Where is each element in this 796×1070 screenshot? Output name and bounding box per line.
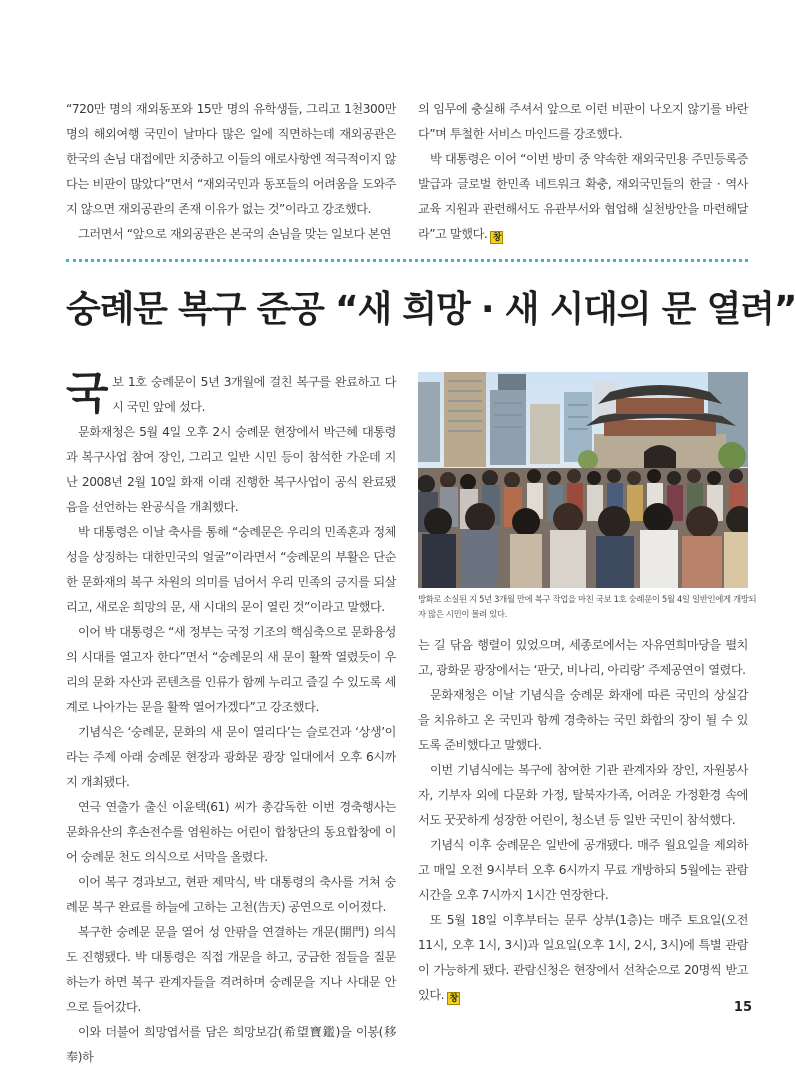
paragraph: 이어 박 대통령은 “새 정부는 국정 기조의 핵심축으로 문화융성의 시대를 열고자 한다”면서 “숭례문의 새 문이 활짝 열렸듯이 우리의 문화 자산과 콘텐츠를 인류가 함께 누리고 즐길 수 있도록 세계로 나아가는 문을 활짝 열어가겠다”고 강조했다. xyxy=(66,625,396,714)
article-end-mark-icon: 창 xyxy=(490,231,503,244)
article-left-column xyxy=(66,370,396,1070)
paragraph: “720만 명의 재외동포와 15만 명의 유학생들, 그리고 1천300만 명의 해외여행 국민이 날마다 많은 일에 직면하는데 재외공관은 한국의 손님 대접에만 치중하고 이들의 애로사항엔 적극적이지 않다는 비판이 많았다”면서 “재외국민과 동포들의 어려움을 도와주지 않으면 재외공관의 존재 이유가 없는 것”이라고 강조했다. xyxy=(66,102,396,216)
article-headline: 숭례문 복구 준공 “새 희망 · 새 시대의 문 열려” xyxy=(66,289,796,330)
paragraph: 이번 기념식에는 복구에 참여한 기관 관계자와 장인, 자원봉사자, 기부자 외에 다문화 가정, 탈북자가족, 어려운 가정환경 속에서도 꿋꿋하게 성장한 어린이, 청소년 등 일반 국민이 참석했다. xyxy=(418,763,748,827)
paragraph: 의 임무에 충실해 주셔서 앞으로 이런 비판이 나오지 않기를 바란다”며 투철한 서비스 마인드를 강조했다. xyxy=(418,102,748,141)
paragraph-text: 박 대통령은 이어 “이번 방미 중 약속한 재외국민용 주민등록증 발급과 글로벌 한민족 네트워크 확충, 재외국민들의 한글 · 역사 교육 지원과 관련해서도 유관부서와 협업해 실천방안을 마련해달라”고 말했다. xyxy=(418,152,748,241)
paragraph: 기념식은 ‘숭례문, 문화의 새 문이 열리다’는 슬로건과 ‘상생’이라는 주제 아래 숭례문 현장과 광화문 광장 일대에서 오후 6시까지 개최됐다. xyxy=(66,725,396,789)
lead-paragraph xyxy=(66,370,396,420)
paragraph: 문화재청은 이날 기념식을 숭례문 화재에 따른 국민의 상실감을 치유하고 온 국민과 함께 경축하는 국민 화합의 장이 될 수 있도록 준비했다고 말했다. xyxy=(418,688,748,752)
paragraph xyxy=(418,147,748,247)
paragraph: 는 길 닦음 행렬이 있었으며, 세종로에서는 자유연희마당을 펼치고, 광화문 광장에서는 ‘판굿, 비나리, 아리랑’ 주제공연이 열렸다. xyxy=(418,638,748,677)
paragraph-text: 또 5월 18일 이후부터는 문루 상부(1층)는 매주 토요일(오전 11시, 오후 1시, 3시)과 일요일(오후 1시, 2시, 3시)에 특별 관람이 가능하게 됐다. 관람신청은 현장에서 선착순으로 20명씩 받고 있다. xyxy=(418,913,748,1002)
page-number: 15 xyxy=(733,1000,752,1015)
paragraph: 연극 연출가 출신 이윤택(61) 씨가 총감독한 이번 경축행사는 문화유산의 후손전수를 염원하는 어린이 합창단의 동요합창에 이어 숭례문 천도 의식으로 서막을 올렸다. xyxy=(66,800,396,864)
paragraph: 기념식 이후 숭례문은 일반에 공개됐다. 매주 월요일을 제외하고 매일 오전 9시부터 오후 6시까지 무료 개방하되 5월에는 관람시간을 오후 7시까지 1시간 연장한다. xyxy=(418,838,748,902)
drop-cap: 국 xyxy=(66,368,109,419)
lead-text: 보 1호 숭례문이 5년 3개월에 걸친 복구를 완료하고 다시 국민 앞에 섰다. xyxy=(112,375,396,414)
section-divider xyxy=(66,259,748,262)
paragraph: 그러면서 “앞으로 재외공관은 본국의 손님을 맞는 일보다 본연 xyxy=(78,227,391,241)
paragraph: 이어 복구 경과보고, 현판 제막식, 박 대통령의 축사를 거쳐 숭례문 복구 완료를 하늘에 고하는 고천(告天) 공연으로 이어졌다. xyxy=(66,875,396,914)
paragraph: 이와 더불어 희망엽서를 담은 희망보감(希望寶鑑)을 이봉(移奉)하 xyxy=(66,1025,396,1064)
photo-caption: 방화로 소실된 지 5년 3개월 만에 복구 작업을 마친 국보 1호 숭례문이 5월 4일 일반인에게 개방되자 많은 시민이 몰려 있다. xyxy=(418,594,757,619)
paragraph: 박 대통령은 이날 축사를 통해 “숭례문은 우리의 민족혼과 정체성을 상징하는 대한민국의 얼굴”이라면서 “숭례문의 부활은 단순한 문화재의 복구 차원의 의미를 넘어서 우리 민족의 긍지를 되살리고, 새로운 희망의 문, 새 시대의 문이 열린 것”이라고 말했다. xyxy=(66,525,396,614)
top-left-column xyxy=(66,97,396,247)
top-right-column xyxy=(418,97,748,247)
article-end-mark-icon: 창 xyxy=(447,992,460,1005)
paragraph: 복구한 숭례문 문을 열어 성 안팎을 연결하는 개문(開門) 의식도 진행됐다. 박 대통령은 직접 개문을 하고, 궁금한 점들을 질문하는가 하면 복구 관계자들을 격려하며 숭례문을 지나 사대문 안으로 들어갔다. xyxy=(66,925,396,1014)
article-right-column xyxy=(418,633,748,1008)
sungnyemun-crowd-photo xyxy=(418,372,748,588)
paragraph xyxy=(418,908,748,1008)
paragraph: 문화재청은 5월 4일 오후 2시 숭례문 현장에서 박근혜 대통령과 복구사업 참여 장인, 그리고 일반 시민 등이 참석한 가운데 지난 2008년 2월 10일 화재 이래 진행한 복구사업이 공식 완료됐음을 선언하는 완공식을 개최했다. xyxy=(66,425,396,514)
